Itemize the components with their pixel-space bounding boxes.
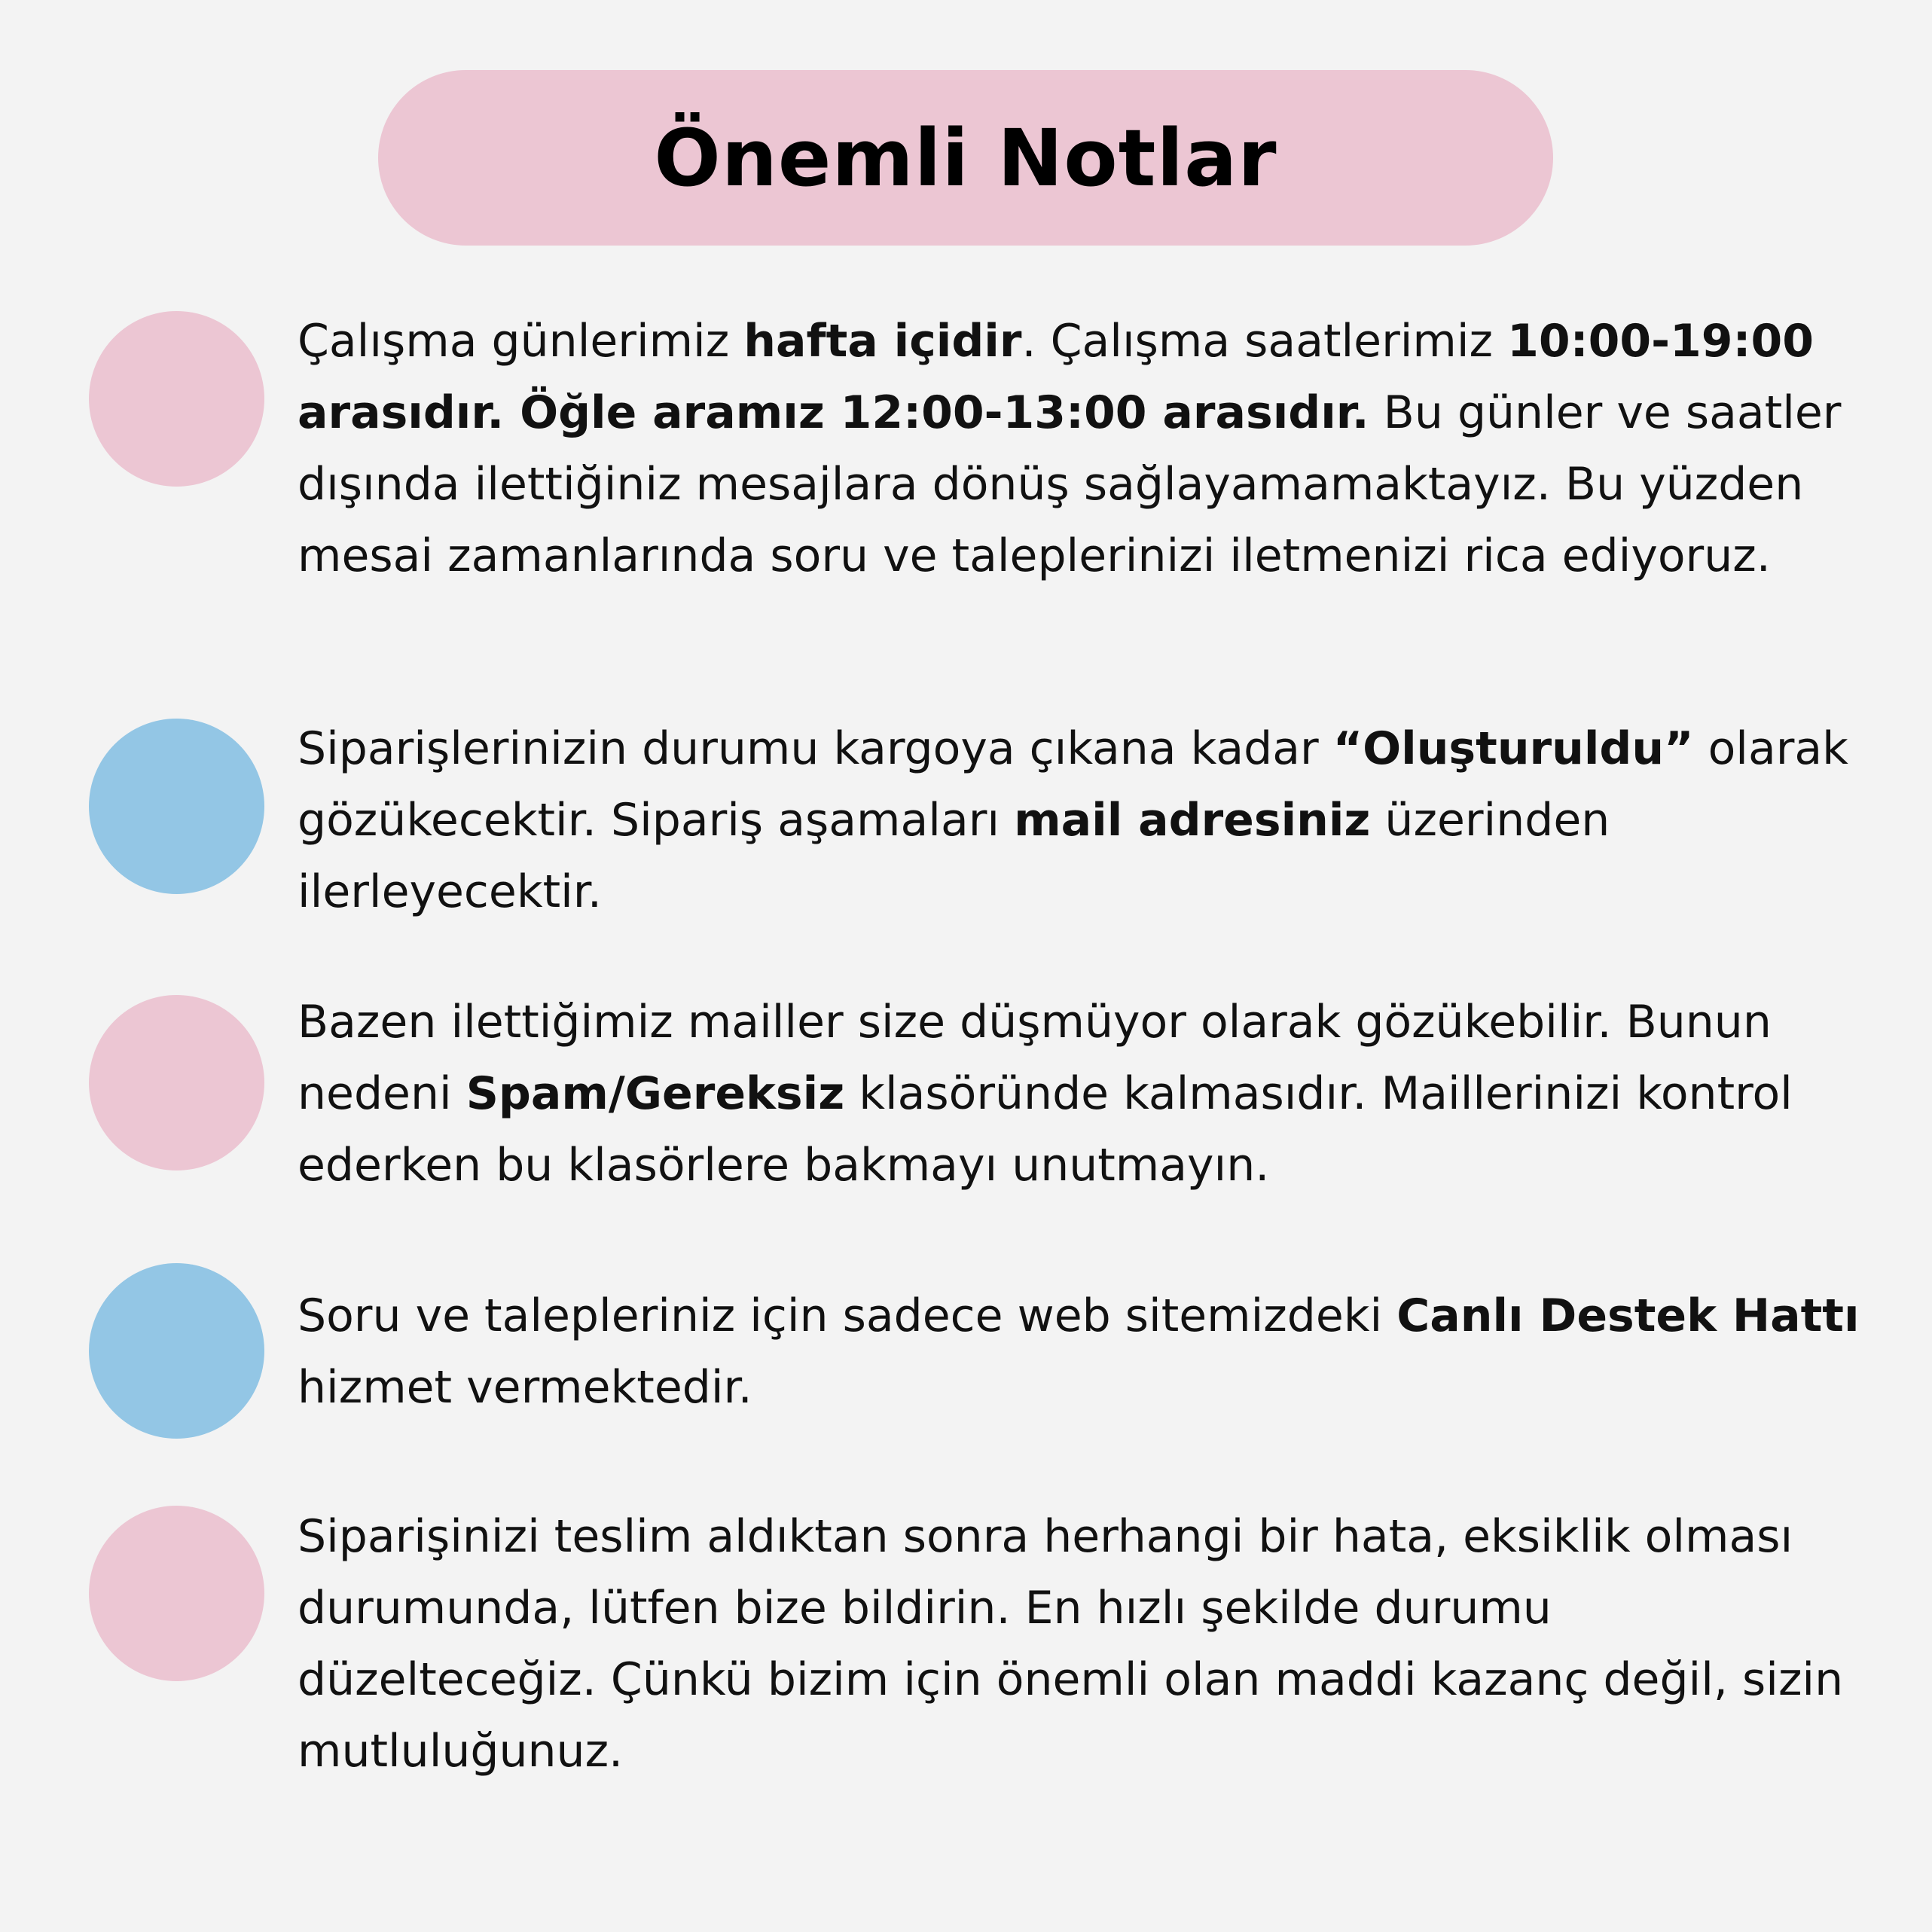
note-text-bold: Spam/Gereksiz: [465, 1067, 845, 1120]
note-text-bold: 10:00-19:00 arasıdır. Öğle aramız 12:00-13:00 arasıdır.: [298, 315, 1814, 439]
note-text-segment: Bazen ilettiğimiz mailler size düşmüyor olarak gözükebilir. Bunun nedeni: [298, 996, 1772, 1120]
note-text-segment: Soru ve talepleriniz için sadece web sitemizdeki: [298, 1290, 1397, 1342]
bullet-dot-pink: [89, 311, 264, 487]
bullet-dot-blue: [89, 719, 264, 894]
note-text-segment: Bu günler ve saatler dışında ilettiğiniz mesajlara dönüş sağlayamamaktayız. Bu yüzden mesai zamanlarında soru ve taleplerinizi iletmenizi rica ediyoruz.: [298, 386, 1842, 582]
note-text-bold: Canlı Destek Hattı: [1396, 1290, 1860, 1342]
note-text: [298, 713, 1864, 928]
note-text-segment: Siparişlerinizin durumu kargoya çıkana kadar: [298, 722, 1333, 775]
note-text-bold: “Oluşturuldu”: [1332, 722, 1694, 775]
note-text-segment: hizmet vermektedir.: [298, 1361, 752, 1414]
note-text: [298, 1501, 1864, 1787]
title-banner: [378, 70, 1553, 246]
note-text-bold: mail adresiniz: [1014, 794, 1371, 847]
bullet-dot-blue: [89, 1263, 264, 1439]
note-text-segment: . Çalışma saatlerimiz: [1021, 315, 1508, 368]
bullet-dot-pink: [89, 1506, 264, 1681]
bullet-dot-pink: [89, 995, 264, 1170]
note-text-segment: Çalışma günlerimiz: [298, 315, 744, 368]
note-text-segment: klasöründe kalmasıdır. Maillerinizi kontrol ederken bu klasörlere bakmayı unutmayın.: [298, 1067, 1793, 1192]
note-text-segment: olarak gözükecektir. Sipariş aşamaları: [298, 722, 1848, 847]
note-text: [298, 306, 1864, 592]
note-text: [298, 1280, 1864, 1424]
page-title: Önemli Notlar: [654, 111, 1277, 204]
note-text: [298, 987, 1864, 1201]
note-text-segment: üzerinden ilerleyecektir.: [298, 794, 1610, 918]
note-text-segment: Siparişinizi teslim aldıktan sonra herhangi bir hata, eksiklik olması durumunda, lütfen bize bildirin. En hızlı şekilde durumu düzelteceğiz. Çünkü bizim için önemli olan maddi kazanç değil, sizin mutluluğunuz.: [298, 1510, 1844, 1778]
note-text-bold: hafta içidir: [743, 315, 1022, 368]
